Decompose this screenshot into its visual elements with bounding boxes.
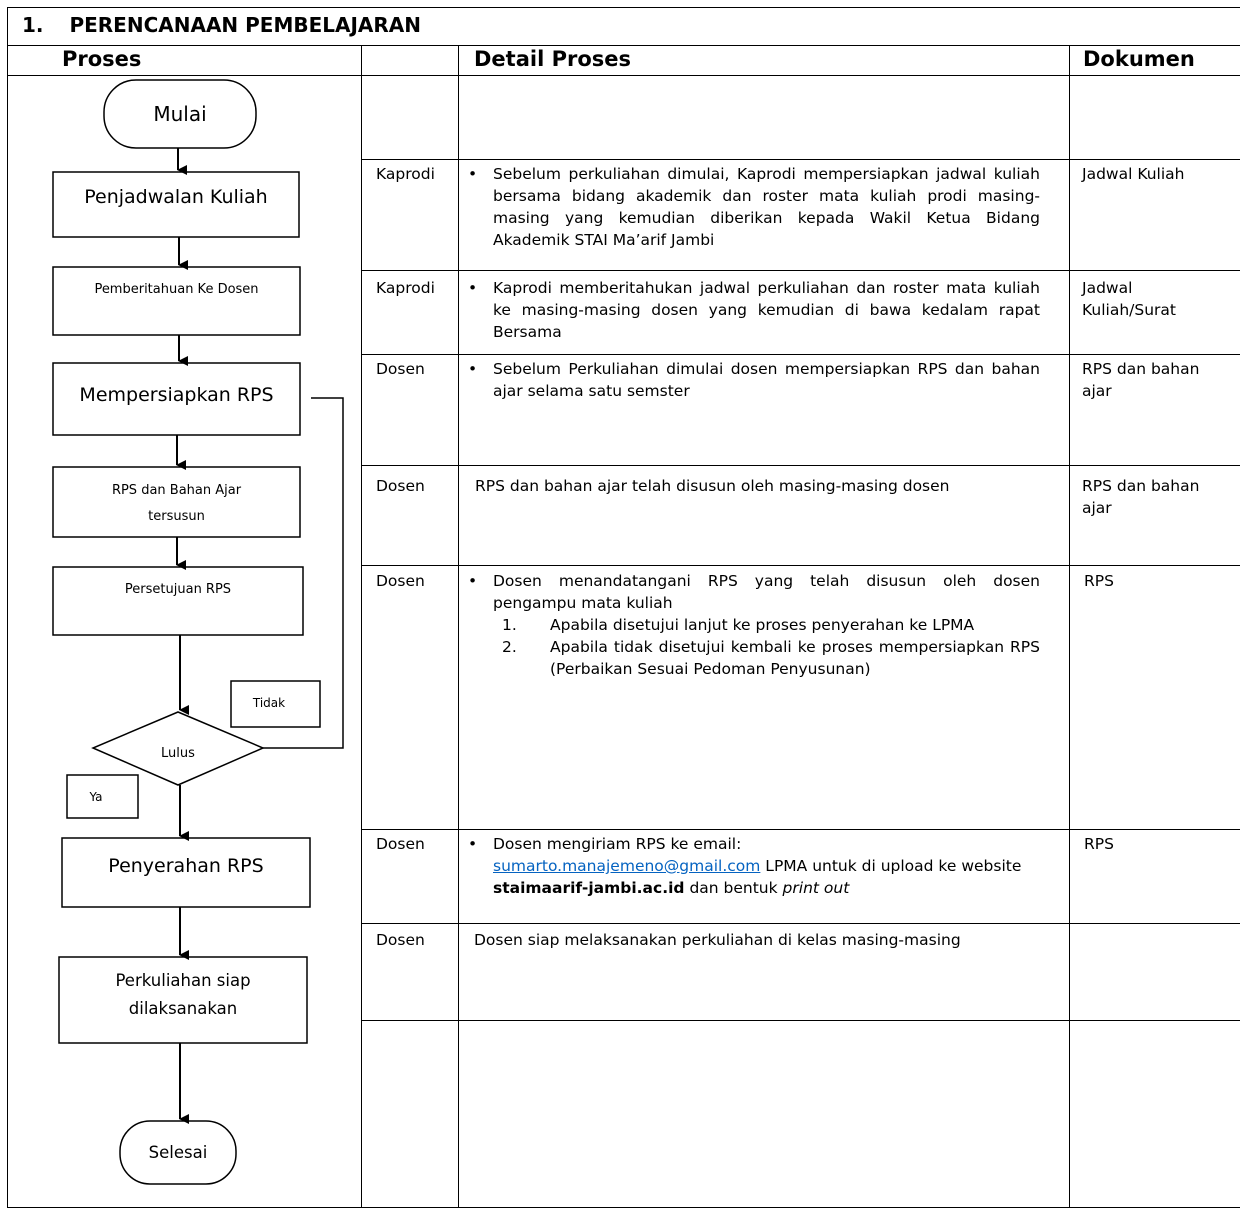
start-label: Mulai (153, 102, 207, 126)
row-document-line: ajar (1082, 499, 1112, 517)
row-document-line: RPS dan bahan (1082, 477, 1200, 495)
row-actor: Dosen (376, 572, 425, 590)
row-detail: Sebelum Perkuliahan dimulai dosen mempersiapkan RPS dan bahan ajar selama satu semster (493, 360, 1040, 400)
persetujuan-label: Persetujuan RPS (124, 582, 232, 597)
list-text: Apabila disetujui lanjut ke proses penyerahan ke LPMA (550, 616, 975, 634)
row-document (1082, 358, 1199, 402)
list-number: 1. (502, 616, 517, 634)
penyerahan-label: Penyerahan RPS (108, 855, 264, 877)
list-text: Apabila tidak disetujui kembali ke proses mempersiapkan RPS (Perbaikan Sesuai Pedoman Penyusunan) (550, 638, 1040, 678)
row-document: RPS (1084, 835, 1114, 853)
penjadwalan-label: Penjadwalan Kuliah (84, 186, 268, 208)
tidak-label: Tidak (252, 696, 286, 710)
section-number: 1. (22, 13, 44, 37)
website-text: staimaarif-jambi.ac.id (493, 879, 685, 897)
row-detail: Sebelum perkuliahan dimulai, Kaprodi mempersiapkan jadwal kuliah bersama bidang akademik dan roster mata kuliah prodi masing-masing yang kemudian diberikan kepada Wakil Ketua Bidang Akademik STAI Ma’arif Jambi (493, 165, 1040, 249)
bullet: • (468, 835, 478, 853)
box-rps-tersusun (53, 467, 300, 537)
row-detail: Dosen menandatangani RPS yang telah disusun oleh dosen pengampu mata kuliah (493, 572, 1040, 612)
row-document: RPS (1084, 572, 1114, 590)
row-detail-block (493, 833, 1053, 899)
bullet: • (468, 360, 478, 378)
row-document (1082, 277, 1176, 321)
box-persetujuan (53, 567, 303, 635)
row-document: Jadwal Kuliah (1082, 165, 1185, 183)
bullet: • (468, 572, 478, 590)
list-number: 2. (502, 638, 517, 656)
rps-tersusun-label-1: RPS dan Bahan Ajar (111, 483, 242, 498)
row-document-line: Kuliah/Surat (1082, 301, 1176, 319)
column-header-proses: Proses (62, 47, 142, 71)
rps-tersusun-label-2: tersusun (148, 509, 205, 524)
row-document-line: RPS dan bahan (1082, 360, 1200, 378)
section-title-text: PERENCANAAN PEMBELAJARAN (69, 13, 422, 37)
row-detail: Dosen siap melaksanakan perkuliahan di kelas masing-masing (474, 931, 961, 949)
row-detail: RPS dan bahan ajar telah disusun oleh masing-masing dosen (475, 477, 950, 495)
row-actor: Dosen (376, 835, 425, 853)
row-document (1082, 475, 1199, 519)
row-actor: Kaprodi (376, 165, 435, 183)
bullet: • (468, 279, 478, 297)
column-header-detail: Detail Proses (474, 47, 632, 71)
bullet: • (468, 165, 478, 183)
row-actor: Dosen (376, 477, 425, 495)
box-pemberitahuan (53, 267, 300, 335)
mempersiapkan-label: Mempersiapkan RPS (79, 384, 274, 406)
detail-text: dan bentuk (684, 879, 783, 897)
row-detail: Kaprodi memberitahukan jadwal perkuliahan dan roster mata kuliah ke masing-masing dosen yang kemudian di bawa kedalam rapat Bersama (493, 279, 1040, 341)
row-actor: Dosen (376, 360, 425, 378)
step-list (502, 614, 1040, 680)
list-item (502, 636, 1040, 680)
flowchart (0, 0, 362, 1208)
perkuliahan-label-2: dilaksanakan (128, 999, 238, 1018)
row-actor: Kaprodi (376, 279, 435, 297)
ya-label: Ya (89, 790, 103, 804)
row-detail-line (493, 855, 1053, 899)
list-item (502, 614, 1040, 636)
detail-text: LPMA untuk di upload ke website (760, 857, 1022, 875)
end-label: Selesai (148, 1143, 208, 1162)
row-document-line: ajar (1082, 382, 1112, 400)
row-actor: Dosen (376, 931, 425, 949)
row-document-line: Jadwal (1082, 279, 1133, 297)
email-link[interactable]: sumarto.manajemeno@gmail.com (493, 857, 761, 875)
pemberitahuan-label: Pemberitahuan Ke Dosen (94, 282, 259, 297)
row-detail-block (493, 570, 1040, 680)
decision-label: Lulus (161, 746, 195, 761)
print-text: print out (782, 879, 850, 897)
column-header-dokumen: Dokumen (1083, 47, 1195, 71)
row-detail: Dosen mengiriam RPS ke email: (493, 835, 742, 853)
perkuliahan-label-1: Perkuliahan siap (115, 971, 251, 990)
